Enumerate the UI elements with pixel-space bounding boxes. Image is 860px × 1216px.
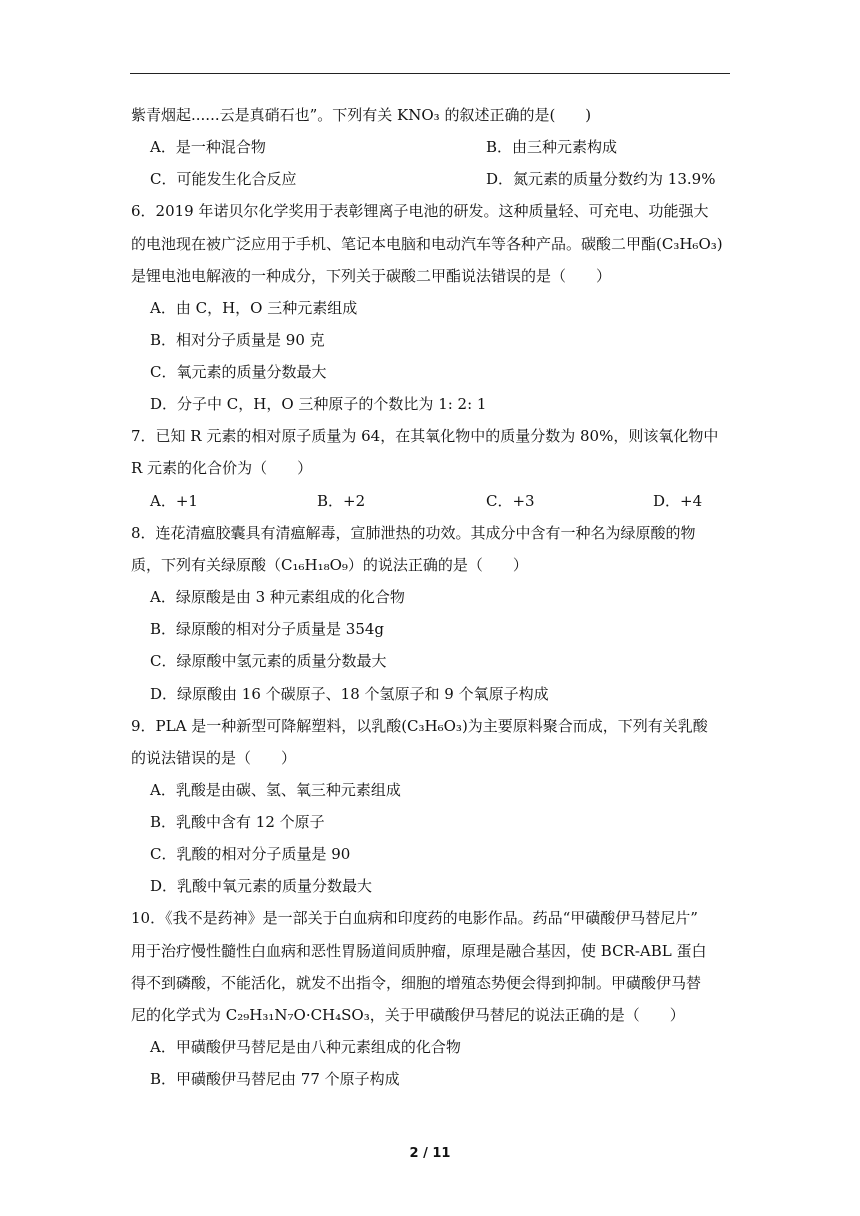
q6-option-b: B．相对分子质量是 90 克	[150, 331, 325, 349]
q7-option-c: C．+3	[486, 492, 535, 510]
q6-option-c: C．氧元素的质量分数最大	[150, 363, 327, 381]
q8-stem-line1: 8．连花清瘟胶囊具有清瘟解毒，宣肺泄热的功效。其成分中含有一种名为绿原酸的物	[131, 524, 696, 542]
q7-option-b: B．+2	[317, 492, 366, 510]
q7-stem-line1: 7．已知 R 元素的相对原子质量为 64，在其氧化物中的质量分数为 80%，则该氧化物中	[131, 427, 719, 445]
q7-option-d: D．+4	[653, 492, 703, 510]
q10-option-b: B．甲磺酸伊马替尼由 77 个原子构成	[150, 1070, 400, 1088]
q8-option-b: B．绿原酸的相对分子质量是 354g	[150, 620, 385, 638]
q10-stem-line3: 得不到磷酸，不能活化，就发不出指令，细胞的增殖态势便会得到抑制。甲磺酸伊马替	[131, 974, 702, 992]
header-rule	[130, 73, 730, 74]
q8-option-c: C．绿原酸中氢元素的质量分数最大	[150, 652, 387, 670]
q10-stem-line1: 10．《我不是药神》是一部关于白血病和印度药的电影作品。药品“甲磺酸伊马替尼片”	[131, 909, 698, 927]
q10-stem-line4: 尼的化学式为 C₂₉H₃₁N₇O·CH₄SO₃，关于甲磺酸伊马替尼的说法正确的是（ ）	[131, 1006, 685, 1024]
q5-option-a: A．是一种混合物	[150, 138, 266, 156]
page-number: 2 / 11	[409, 1146, 451, 1161]
q5-option-d: D．氮元素的质量分数约为 13.9%	[486, 170, 716, 188]
q7-option-a: A．+1	[150, 492, 198, 510]
q10-option-a: A．甲磺酸伊马替尼是由八种元素组成的化合物	[150, 1038, 461, 1056]
q9-option-d: D．乳酸中氧元素的质量分数最大	[150, 877, 373, 895]
q6-stem-line3: 是锂电池电解液的一种成分，下列关于碳酸二甲酯说法错误的是（ ）	[131, 267, 612, 285]
q6-stem-line2: 的电池现在被广泛应用于手机、笔记本电脑和电动汽车等各种产品。碳酸二甲酯(C₃H₆O₃)	[131, 235, 723, 253]
q8-option-a: A．绿原酸是由 3 种元素组成的化合物	[150, 588, 405, 606]
q8-stem-line2: 质，下列有关绿原酸（C₁₆H₁₈O₉）的说法正确的是（ ）	[131, 556, 528, 574]
q9-option-b: B．乳酸中含有 12 个原子	[150, 813, 325, 831]
q6-stem-line1: 6．2019 年诺贝尔化学奖用于表彰锂离子电池的研发。这种质量轻、可充电、功能强大	[131, 202, 709, 220]
q9-stem-line1: 9．PLA 是一种新型可降解塑料，以乳酸(C₃H₆O₃)为主要原料聚合而成，下列有关乳酸	[131, 717, 708, 735]
q7-stem-line2: R 元素的化合价为（ ）	[131, 459, 313, 477]
q9-option-c: C．乳酸的相对分子质量是 90	[150, 845, 351, 863]
q9-option-a: A．乳酸是由碳、氢、氧三种元素组成	[150, 781, 401, 799]
q6-option-a: A．由 C，H，O 三种元素组成	[150, 299, 358, 317]
q5-option-b: B．由三种元素构成	[486, 138, 618, 156]
q6-option-d: D．分子中 C，H，O 三种原子的个数比为 1: 2: 1	[150, 395, 487, 413]
q10-stem-line2: 用于治疗慢性髓性白血病和恶性胃肠道间质肿瘤，原理是融合基因，使 BCR-ABL 蛋白	[131, 942, 707, 960]
q5-option-c: C．可能发生化合反应	[150, 170, 297, 188]
q8-option-d: D．绿原酸由 16 个碳原子、18 个氢原子和 9 个氧原子构成	[150, 685, 549, 703]
q5-stem-end: 紫青烟起......云是真硝石也”。下列有关 KNO₃ 的叙述正确的是( )	[131, 106, 592, 124]
q9-stem-line2: 的说法错误的是（ ）	[131, 749, 297, 767]
